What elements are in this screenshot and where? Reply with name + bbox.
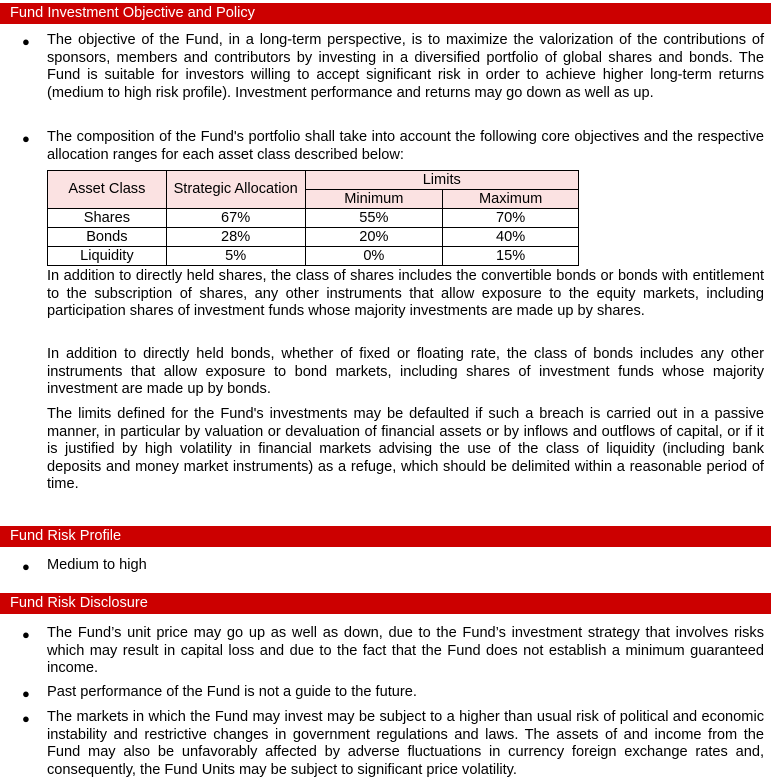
- bullet-icon: ●: [22, 711, 30, 726]
- section-header-risk-disclosure: Fund Risk Disclosure: [0, 593, 771, 614]
- bullet-icon: ●: [22, 131, 30, 146]
- cell-minimum: 20%: [305, 228, 443, 247]
- cell-asset: Liquidity: [48, 247, 167, 266]
- limits-paragraph: The limits defined for the Fund's investments may be defaulted if such a breach is carried out in a passive manner, in particular by valuation or devaluation of financial assets or by inflows and outflows of capital, or if it is justified by high volatility in financial markets advising the use of the class of liquidity (including bank deposits and money market instruments) as a refuge, which should be delimited within a reasonable period of time.: [47, 406, 764, 493]
- bonds-paragraph: In addition to directly held bonds, whether of fixed or floating rate, the class of bonds includes any other instruments that allow exposure to bond markets, including shares of investment funds whose majority investment are made up by bonds.: [47, 346, 764, 398]
- cell-strategic: 67%: [166, 209, 305, 228]
- cell-asset: Bonds: [48, 228, 167, 247]
- objective-bullet-2: The composition of the Fund's portfolio shall take into account the following core objectives and the respective allocation ranges for each asset class described below:: [47, 129, 764, 163]
- col-header-limits: Limits: [305, 171, 579, 190]
- shares-paragraph: In addition to directly held shares, the class of shares includes the convertible bonds or bonds with entitlement to the subscription of shares, any other instruments that allow exposure to the equity markets, including participation shares of investment funds whose majority investments are made up by shares.: [47, 268, 764, 320]
- cell-maximum: 15%: [443, 247, 579, 266]
- risk-profile-bullet: Medium to high: [47, 557, 147, 573]
- table-row: [48, 209, 579, 228]
- risk-disclosure-bullet-1: The Fund’s unit price may go up as well as down, due to the Fund’s investment strategy that involves risks which may result in capital loss and due to the fact that the Fund does not establish a minimum guaranteed income.: [47, 625, 764, 677]
- risk-disclosure-bullet-2: Past performance of the Fund is not a guide to the future.: [47, 684, 417, 700]
- col-header-minimum: Minimum: [305, 190, 443, 209]
- cell-maximum: 40%: [443, 228, 579, 247]
- risk-disclosure-bullet-3: The markets in which the Fund may invest may be subject to a higher than usual risk of political and economic instability and restrictive changes in government regulations and laws. The assets of and income from the Fund may also be unfavorably affected by adverse fluctuations in currency foreign exchange rates and, consequently, the Fund Units may be subject to significant price volatility.: [47, 709, 764, 778]
- bullet-icon: ●: [22, 627, 30, 642]
- objective-bullet-1: The objective of the Fund, in a long-term perspective, is to maximize the valorization of the contributions of sponsors, members and contributors by investing in a diversified portfolio of global shares and bonds. The Fund is suitable for investors willing to accept significant risk in order to achieve higher long-term returns (medium to high risk profile). Investment performance and returns may go down as well as up.: [47, 32, 764, 101]
- cell-asset: Shares: [48, 209, 167, 228]
- col-header-asset-class: Asset Class: [48, 171, 167, 209]
- col-header-maximum: Maximum: [443, 190, 579, 209]
- cell-minimum: 55%: [305, 209, 443, 228]
- cell-maximum: 70%: [443, 209, 579, 228]
- bullet-icon: ●: [22, 686, 30, 701]
- section-header-risk-profile: Fund Risk Profile: [0, 526, 771, 547]
- table-row: [48, 247, 579, 266]
- section-header-objective: Fund Investment Objective and Policy: [0, 3, 771, 24]
- cell-strategic: 5%: [166, 247, 305, 266]
- table-row: [48, 228, 579, 247]
- bullet-icon: ●: [22, 559, 30, 574]
- allocation-table: [47, 170, 579, 266]
- cell-strategic: 28%: [166, 228, 305, 247]
- col-header-strategic: Strategic Allocation: [166, 171, 305, 209]
- cell-minimum: 0%: [305, 247, 443, 266]
- bullet-icon: ●: [22, 34, 30, 49]
